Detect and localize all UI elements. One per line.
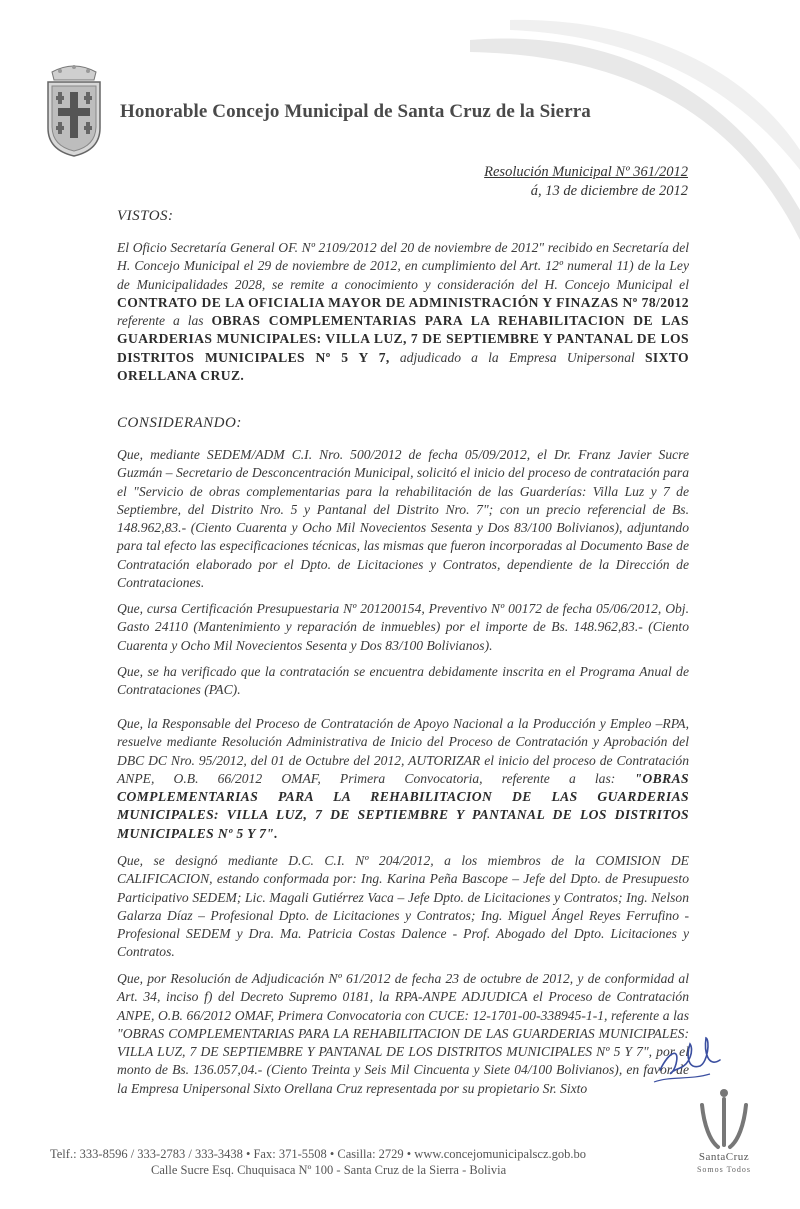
footer-address: Calle Sucre Esq. Chuquisaca Nº 100 - Santa Cruz de la Sierra - Bolivia (151, 1163, 507, 1177)
vistos-paragraph: El Oficio Secretaría General OF. Nº 2109/2012 del 20 de noviembre de 2012" recibido en Secretaría del H. Concejo Municipal el 29 de noviembre de 2012, en cumplimiento del Art. 12º numeral 11) de la Ley de Municipalidades 2028, se remite a conocimiento y consideración del H. Concejo Municipal el CONTRATO DE LA OFICIALIA MAYOR DE ADMINISTRACIÓN Y FINAZAS Nº 78/2012 referente a las OBRAS COMPLEMENTARIAS PARA LA REHABILITACION DE LAS GUARDERIAS MUNICIPALES: VILLA LUZ, 7 DE SEPTIEMBRE Y PANTANAL DE LOS DISTRITOS MUNICIPALES Nº 5 Y 7, adjudicado a la Empresa Unipersonal SIXTO ORELLANA CRUZ. (117, 240, 689, 384)
considerando-paragraph-3: Que, se ha verificado que la contratación se encuentra debidamente inscrita en el Programa Anual de Contrataciones (PAC). (117, 664, 689, 698)
considerando-paragraph-4: Que, la Responsable del Proceso de Contratación de Apoyo Nacional a la Producción y Empleo –RPA, resuelve mediante Resolución Administrativa de Inicio del Proceso de Contratación y Aprobación del DBC DC Nro. 95/2012, del 01 de Octubre del 2012, AUTORIZAR el inicio del proceso de Contratación ANPE, O.B. 66/2012 OMAF, Primera Convocatoria, referente a las: "OBRAS COMPLEMENTARIAS PARA LA REHABILITACION DE LAS GUARDERIAS MUNICIPALES: VILLA LUZ, 7 DE SEPTIEMBRE Y PANTANAL DE LOS DISTRITOS MUNICIPALES Nº 5 Y 7". (117, 716, 689, 841)
considerando-heading: CONSIDERANDO: (117, 415, 242, 431)
santa-cruz-logo-icon (684, 1085, 764, 1177)
considerando-paragraph-1: Que, mediante SEDEM/ADM C.I. Nro. 500/2012 de fecha 05/09/2012, el Dr. Franz Javier Sucre Guzmán – Secretario de Desconcentración Municipal, solicitó el inicio del proceso de contratación para el "Servicio de obras complementarias para la rehabilitación de las Guarderías: Villa Luz y 7 de Septiembre, del Distrito Nro. 5 y Pantanal del Distrito Nro. 7"; con un precio referencial de Bs. 148.962,83.- (Ciento Cuarenta y Ocho Mil Novecientos Sesenta y Dos 83/100 Bolivianos), adjuntando para tal efecto las especificaciones técnicas, las mismas que fueron incorporadas al Documento Base de Contratación elaborado por el Dpto. de Licitaciones y Contratos, dependiente de la Dirección de Contrataciones. (117, 447, 689, 591)
considerando-paragraph-2: Que, cursa Certificación Presupuestaria Nº 201200154, Preventivo Nº 00172 de fecha 05/06/2012, Obj. Gasto 24110 (Mantenimiento y reparación de inmuebles) por el importe de Bs. 148.962,83.- (Ciento Cuarenta y Ocho Mil Novecientos Sesenta y Dos 83/100 Bolivianos). (117, 601, 689, 653)
santa-cruz-logo-text: SantaCruz (698, 1151, 750, 1163)
considerando-paragraph-6: Que, por Resolución de Adjudicación Nº 61/2012 de fecha 23 de octubre de 2012, y de conformidad al Art. 34, inciso f) del Decreto Supremo 0181, la RPA-ANPE ADJUDICA el Proceso de Contratación ANPE, O.B. 66/2012 OMAF, Primera Convocatoria con CUCE: 12-1701-00-338945-1-1, referente a las "OBRAS COMPLEMENTARIAS PARA LA REHABILITACION DE LAS GUARDERIAS MUNICIPALES: VILLA LUZ, 7 DE SEPTIEMBRE Y PANTANAL DE LOS DISTRITOS MUNICIPALES Nº 5 Y 7", por el monto de Bs. 136.057,04.- (Ciento Treinta y Seis Mil Cincuenta y Siete 04/100 Bolivianos), en favor de la Empresa Unipersonal Sixto Orellana Cruz representada por su propietario Sr. Sixto (117, 971, 689, 1096)
municipal-crest-icon (44, 62, 104, 158)
santa-cruz-logo-subtitle: Somos Todos (696, 1165, 752, 1174)
vistos-heading: VISTOS: (117, 208, 174, 224)
resolution-number: Resolución Municipal Nº 361/2012 (484, 164, 688, 180)
signature-initials-icon (650, 1030, 735, 1092)
footer-contact: Telf.: 333-8596 / 333-2783 / 333-3438 • Fax: 371-5508 • Casilla: 2729 • www.concejomunicipalscz.gob.bo (50, 1147, 587, 1161)
org-title: Honorable Concejo Municipal de Santa Cruz de la Sierra (120, 101, 591, 122)
resolution-date: á, 13 de diciembre de 2012 (530, 183, 688, 199)
considerando-paragraph-5: Que, se designó mediante D.C. C.I. Nº 204/2012, a los miembros de la COMISION DE CALIFICACION, estando conformada por: Ing. Karina Peña Bascope – Jefe del Dpto. de Presupuesto Participativo SEDEM; Lic. Magali Gutiérrez Vaca – Jefe Dpto. de Licitaciones y Contratos; Ing. Nelson Galarza Díaz – Profesional Dpto. de Licitaciones y Contratos; Ing. Miguel Ángel Reyes Ferrufino - Profesional SEDEM y Dra. Ma. Patricia Costas Dalence - Prof. Abogado del Dpto. Licitaciones y Contratos. (117, 853, 689, 960)
